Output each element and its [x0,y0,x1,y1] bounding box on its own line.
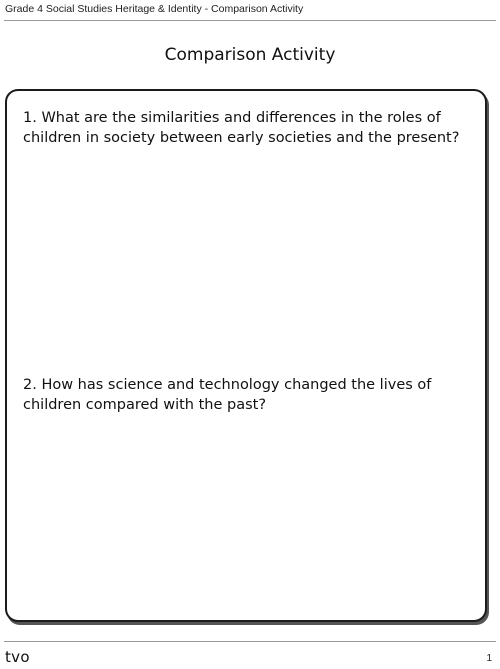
tvo-logo: tvo [5,648,30,666]
question-1: 1. What are the similarities and differences in the roles of children in society between early societies and the present? [23,110,460,146]
activity-box [5,89,487,622]
document-header-title: Grade 4 Social Studies Heritage & Identity - Comparison Activity [5,3,304,15]
page-number: 1 [486,653,492,664]
question-2: 2. How has science and technology changed the lives of children compared with the past? [23,377,432,413]
footer-divider [4,641,496,642]
page-title: Comparison Activity [164,45,336,65]
header-divider [4,20,496,21]
